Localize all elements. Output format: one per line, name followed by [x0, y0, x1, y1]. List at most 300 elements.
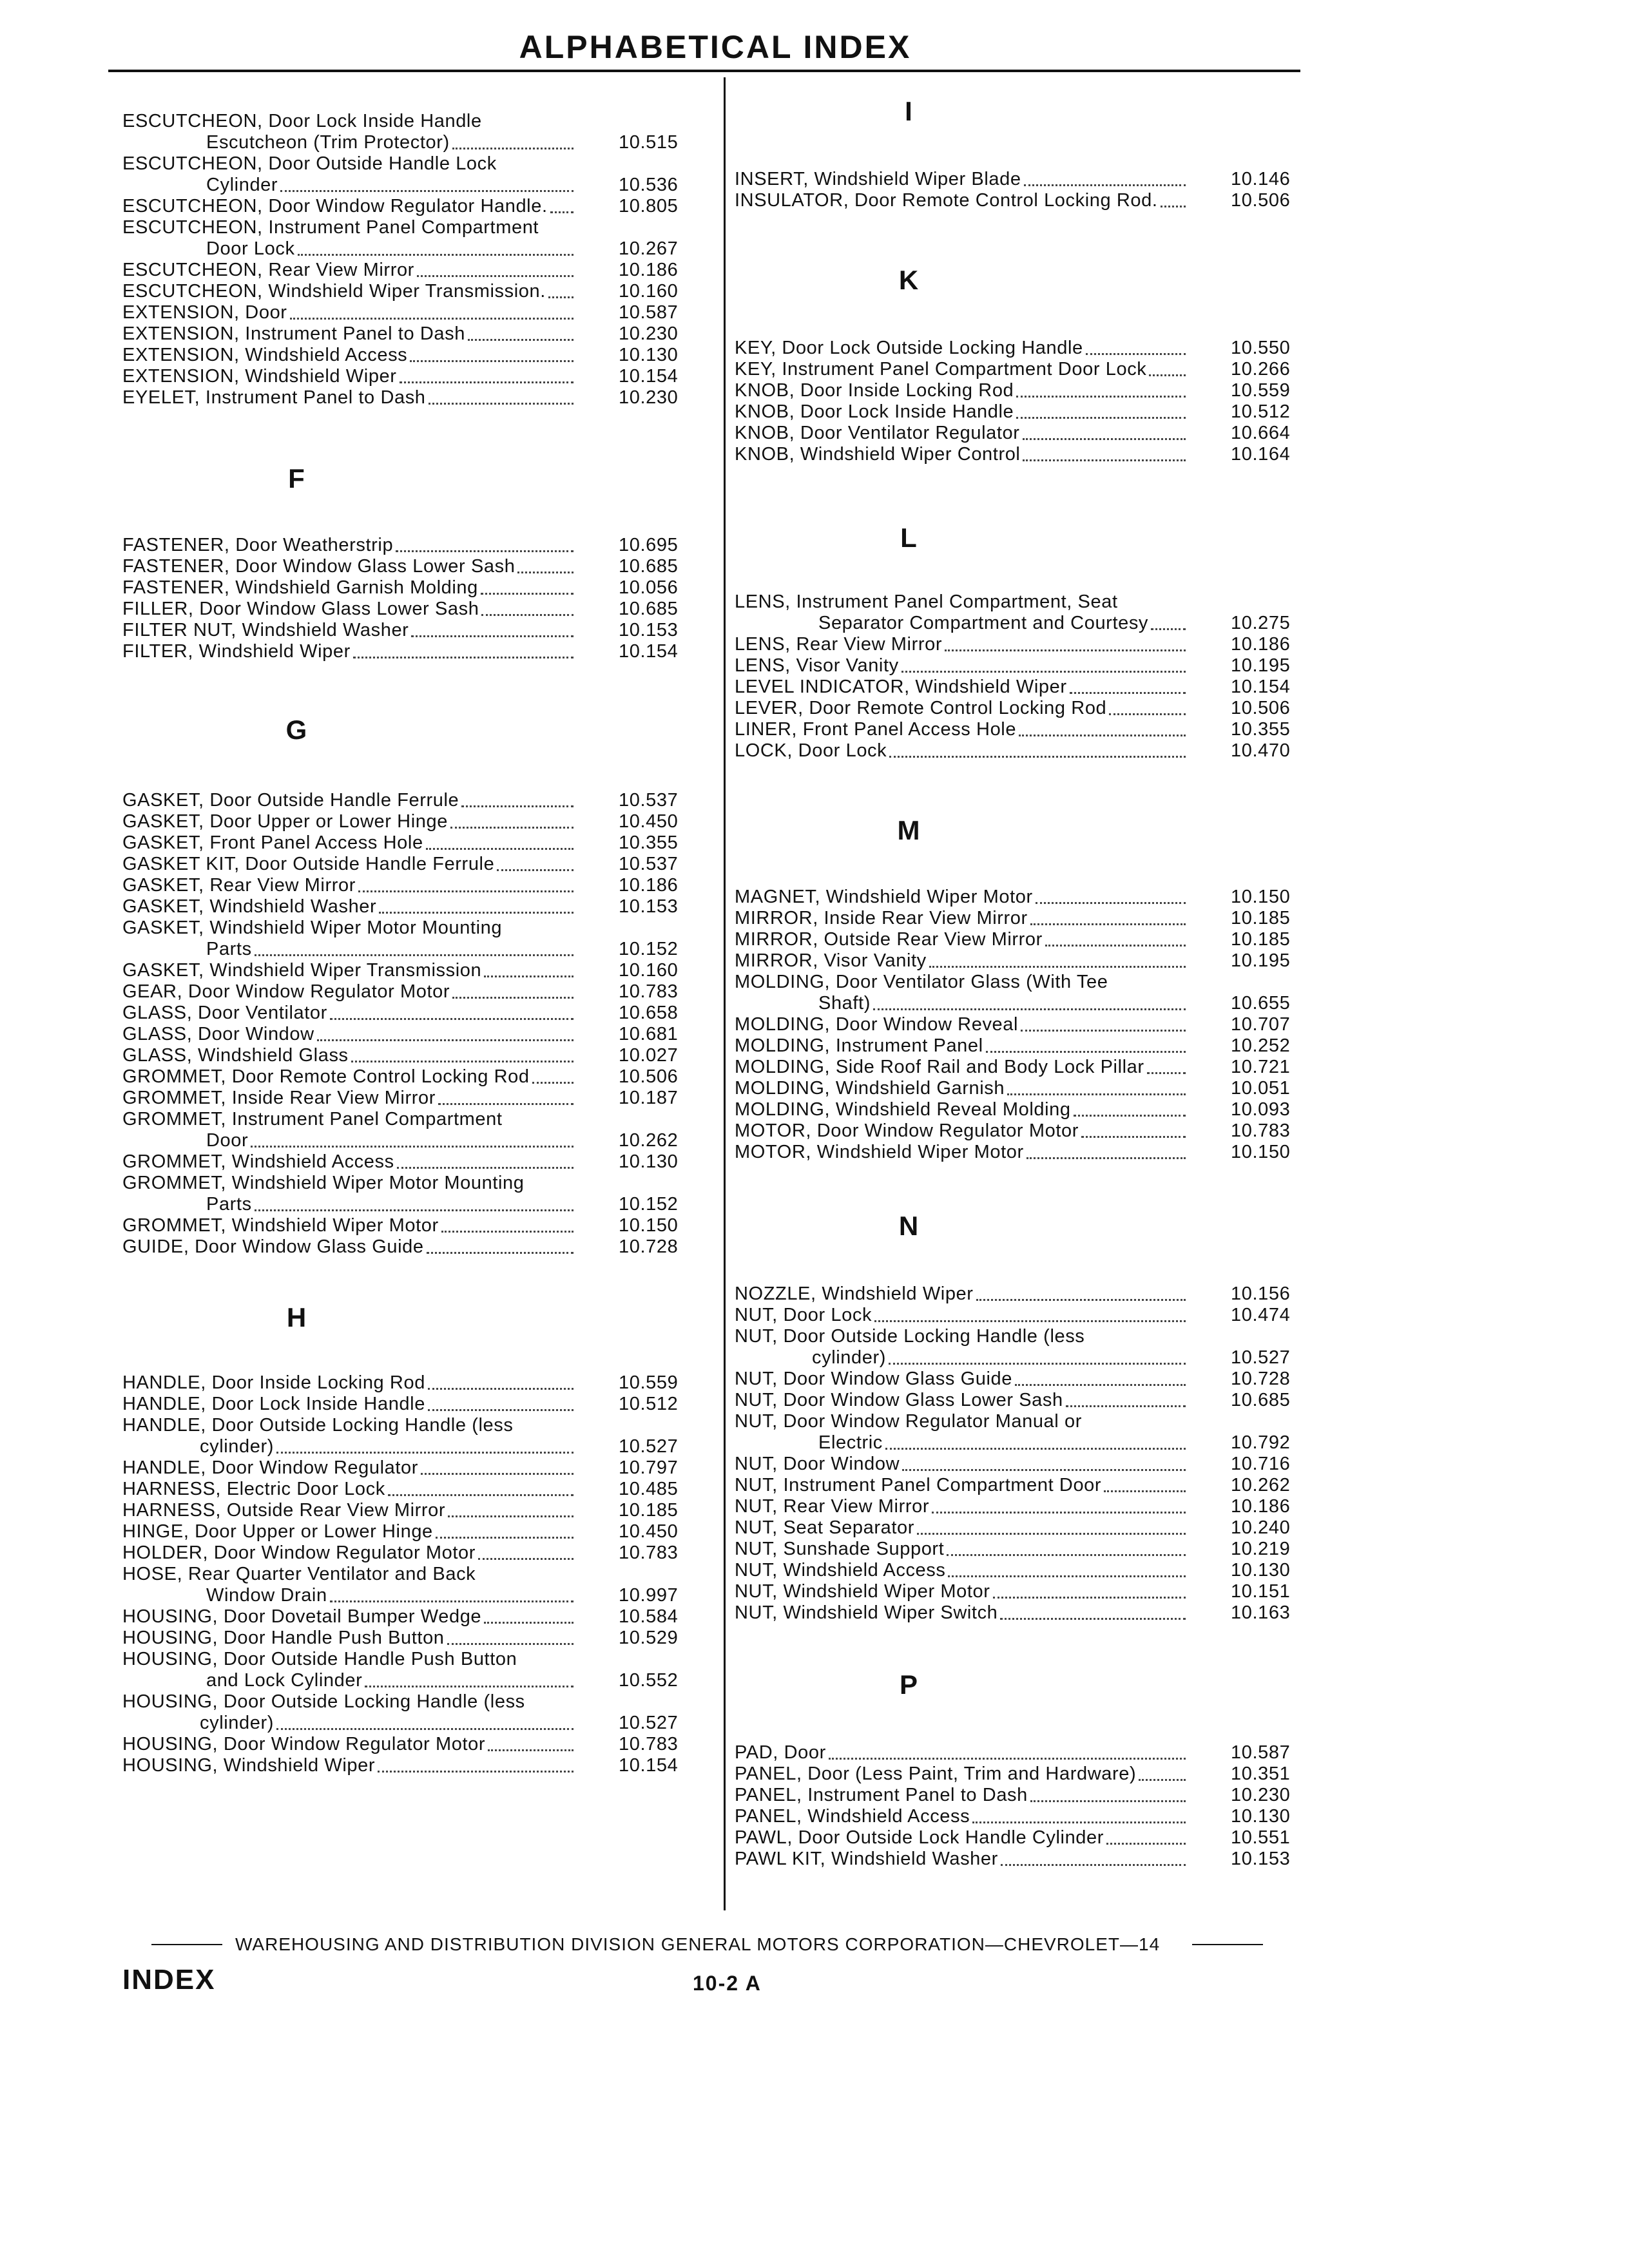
index-entry	[122, 896, 715, 918]
index-entry-text: GLASS, Door Window	[122, 1024, 314, 1044]
dot-leader	[276, 1452, 574, 1454]
index-entry-text: GASKET, Windshield Washer	[122, 896, 377, 917]
index-entry	[735, 1369, 1327, 1390]
index-entry-text: MOLDING, Windshield Garnish	[735, 1078, 1005, 1099]
index-entry	[122, 111, 715, 153]
index-entry-text: GASKET, Front Panel Access Hole	[122, 832, 423, 853]
index-entry-page: 10.185	[1231, 929, 1291, 950]
index-entry	[735, 169, 1327, 190]
title-rule	[108, 70, 1300, 72]
index-entry-text: MIRROR, Outside Rear View Mirror	[735, 929, 1043, 950]
index-entry	[735, 698, 1327, 719]
dot-leader	[1021, 1030, 1186, 1032]
index-entry	[735, 929, 1327, 950]
index-entry-text: FASTENER, Door Weatherstrip	[122, 535, 394, 555]
index-entry-page: 10.550	[1231, 338, 1291, 358]
index-entry-page: 10.797	[619, 1457, 679, 1478]
index-entry-page: 10.151	[1231, 1581, 1291, 1602]
dot-leader	[1149, 374, 1186, 376]
index-entry-text: NUT, Door Lock	[735, 1305, 872, 1325]
index-section-continued	[122, 111, 715, 408]
index-entry-text: NUT, Door Window Regulator Manual or	[735, 1411, 1082, 1432]
index-entry-page: 10.485	[619, 1479, 679, 1499]
index-entry-page: 10.721	[1231, 1057, 1291, 1077]
index-section-f	[122, 535, 715, 662]
index-entry-text: INSERT, Windshield Wiper Blade	[735, 169, 1021, 189]
dot-leader	[548, 296, 574, 298]
index-entry-text: MIRROR, Visor Vanity	[735, 950, 927, 971]
dot-leader	[1024, 184, 1186, 186]
dot-leader	[317, 1039, 574, 1041]
index-entry-page: 10.658	[619, 1003, 679, 1023]
section-letter-m: M	[897, 815, 920, 845]
dot-leader	[330, 1018, 574, 1020]
index-entry-page: 10.355	[619, 832, 679, 853]
index-entry	[122, 875, 715, 896]
index-entry	[735, 380, 1327, 401]
dot-leader	[1023, 459, 1186, 461]
footer-rule-right	[1192, 1944, 1263, 1945]
index-entry	[735, 591, 1327, 634]
index-entry-text: EXTENSION, Windshield Wiper	[122, 366, 397, 387]
index-entry	[122, 1755, 715, 1776]
dot-leader	[1030, 1800, 1186, 1802]
dot-leader	[948, 1575, 1186, 1577]
index-entry-text: NUT, Seat Separator	[735, 1517, 914, 1538]
index-entry-text: GROMMET, Inside Rear View Mirror	[122, 1088, 436, 1108]
dot-leader	[448, 1515, 574, 1517]
index-entry-text: GLASS, Windshield Glass	[122, 1045, 349, 1066]
dot-leader	[1086, 353, 1186, 355]
index-entry-page: 10.655	[1231, 993, 1291, 1014]
index-entry-page: 10.186	[619, 260, 679, 280]
index-entry-text: GASKET, Door Upper or Lower Hinge	[122, 811, 448, 832]
dot-leader	[1074, 1115, 1186, 1117]
index-entry	[735, 1785, 1327, 1806]
index-entry-page: 10.527	[619, 1436, 679, 1457]
index-entry	[735, 1475, 1327, 1496]
index-entry	[122, 1628, 715, 1649]
index-entry-text: KNOB, Door Lock Inside Handle	[735, 401, 1014, 422]
dot-leader	[396, 550, 574, 552]
index-entry	[735, 1390, 1327, 1411]
index-entry	[735, 190, 1327, 211]
index-entry-page: 10.527	[619, 1713, 679, 1733]
index-entry-page: 10.185	[619, 1500, 679, 1521]
index-entry-page: 10.262	[619, 1130, 679, 1151]
index-entry-page: 10.783	[619, 1542, 679, 1563]
index-section-k	[735, 338, 1327, 465]
index-entry-text: LEVEL INDICATOR, Windshield Wiper	[735, 677, 1067, 697]
index-entry-page: 10.587	[619, 302, 679, 323]
dot-leader	[298, 254, 574, 256]
index-entry-page: 10.537	[619, 790, 679, 811]
index-entry	[735, 908, 1327, 929]
dot-leader	[889, 1363, 1186, 1365]
index-entry-page: 10.275	[1231, 613, 1291, 633]
index-entry-page: 10.230	[619, 323, 679, 344]
dot-leader	[874, 1320, 1186, 1322]
index-entry-page: 10.154	[619, 366, 679, 387]
index-entry-page: 10.506	[619, 1066, 679, 1087]
index-entry-page: 10.160	[619, 281, 679, 302]
dot-leader	[1161, 206, 1186, 207]
dot-leader	[873, 1008, 1186, 1010]
dot-leader	[885, 1448, 1186, 1450]
column-divider	[724, 77, 726, 1910]
index-entry-page: 10.728	[619, 1236, 679, 1257]
section-letter-k: K	[898, 265, 919, 295]
section-letter-p: P	[899, 1669, 918, 1700]
dot-leader	[426, 848, 574, 850]
index-entry-text: Door Lock	[206, 238, 295, 259]
index-entry-page: 10.153	[1231, 1849, 1291, 1869]
index-entry-text: PANEL, Windshield Access	[735, 1806, 970, 1827]
dot-leader	[986, 1051, 1186, 1053]
index-entry	[122, 599, 715, 620]
dot-leader	[481, 614, 574, 616]
index-entry-text: GASKET, Windshield Wiper Motor Mounting	[122, 918, 503, 938]
index-entry-text: HOSE, Rear Quarter Ventilator and Back	[122, 1564, 476, 1584]
index-entry-text: LENS, Instrument Panel Compartment, Seat	[735, 591, 1118, 612]
index-entry	[122, 1372, 715, 1394]
dot-leader	[410, 360, 574, 362]
index-entry-page: 10.664	[1231, 423, 1291, 443]
dot-leader	[478, 1558, 574, 1560]
index-entry	[122, 1457, 715, 1479]
index-entry-text: EXTENSION, Windshield Access	[122, 345, 408, 365]
index-entry-text: HANDLE, Door Outside Locking Handle (less	[122, 1415, 514, 1436]
index-entry	[735, 359, 1327, 380]
index-entry-page: 10.160	[619, 960, 679, 981]
dot-leader	[290, 318, 574, 320]
index-entry-text: HANDLE, Door Window Regulator	[122, 1457, 419, 1478]
index-entry-text: GASKET, Rear View Mirror	[122, 875, 356, 896]
index-entry	[122, 387, 715, 408]
index-entry-page: 10.559	[619, 1372, 679, 1393]
index-entry	[735, 1806, 1327, 1827]
index-entry-page: 10.685	[619, 556, 679, 577]
index-section-i	[735, 169, 1327, 211]
index-entry-text: KNOB, Windshield Wiper Control	[735, 444, 1021, 465]
section-letter-i: I	[905, 96, 912, 126]
index-entry-page: 10.152	[619, 939, 679, 959]
index-entry-page: 10.130	[1231, 1560, 1291, 1581]
index-entry-text: HINGE, Door Upper or Lower Hinge	[122, 1521, 433, 1542]
index-entry	[735, 1602, 1327, 1624]
index-entry-page: 10.154	[1231, 677, 1291, 697]
footer-publisher-text: WAREHOUSING AND DISTRIBUTION DIVISION GENERAL MOTORS CORPORATION—CHEVROLET—14	[235, 1934, 1161, 1954]
index-entry-text: INSULATOR, Door Remote Control Locking Rod.	[735, 190, 1158, 211]
index-entry-text: Shaft)	[818, 993, 871, 1014]
dot-leader	[1000, 1618, 1186, 1620]
dot-leader	[255, 954, 574, 956]
index-entry-text: Electric	[818, 1432, 883, 1453]
dot-leader	[972, 1821, 1186, 1823]
dot-leader	[1104, 1490, 1186, 1492]
index-entry-page: 10.351	[1231, 1763, 1291, 1784]
index-entry-page: 10.152	[619, 1194, 679, 1215]
index-entry	[735, 1142, 1327, 1163]
dot-leader	[255, 1209, 574, 1211]
index-entry	[122, 1542, 715, 1564]
index-entry	[735, 1849, 1327, 1870]
index-entry	[735, 1742, 1327, 1763]
index-entry-text: ESCUTCHEON, Door Outside Handle Lock	[122, 153, 497, 174]
index-entry-text: ESCUTCHEON, Windshield Wiper Transmission.	[122, 281, 546, 302]
index-entry-text: KEY, Instrument Panel Compartment Door Lock	[735, 359, 1147, 380]
index-entry	[735, 1539, 1327, 1560]
index-entry-text: MOLDING, Door Ventilator Glass (With Tee	[735, 972, 1108, 992]
dot-leader	[417, 275, 574, 277]
index-entry-page: 10.150	[1231, 1142, 1291, 1162]
index-entry	[735, 1581, 1327, 1602]
index-entry-text: Separator Compartment and Courtesy	[818, 613, 1149, 633]
index-entry-text: MAGNET, Windshield Wiper Motor	[735, 887, 1033, 907]
index-entry	[122, 1649, 715, 1691]
index-entry	[122, 1088, 715, 1109]
index-entry	[122, 1564, 715, 1606]
index-entry-page: 10.185	[1231, 908, 1291, 928]
dot-leader	[484, 1622, 574, 1624]
dot-leader	[1030, 923, 1186, 925]
section-letter-g: G	[285, 715, 307, 745]
index-entry-page: 10.355	[1231, 719, 1291, 740]
index-section-l	[735, 591, 1327, 762]
index-entry	[122, 1045, 715, 1066]
dot-leader	[468, 339, 574, 341]
index-entry-page: 10.130	[1231, 1806, 1291, 1827]
index-entry-page: 10.527	[1231, 1347, 1291, 1368]
index-entry	[735, 1411, 1327, 1454]
index-entry-page: 10.186	[619, 875, 679, 896]
index-entry-page: 10.506	[1231, 190, 1291, 211]
index-entry-text: GROMMET, Windshield Wiper Motor	[122, 1215, 439, 1236]
index-section-p	[735, 1742, 1327, 1870]
dot-leader	[945, 649, 1186, 651]
dot-leader	[452, 997, 574, 999]
index-entry-text: LEVER, Door Remote Control Locking Rod	[735, 698, 1107, 718]
index-entry-page: 10.805	[619, 196, 679, 216]
index-entry-page: 10.187	[619, 1088, 679, 1108]
index-entry-page: 10.783	[619, 1734, 679, 1754]
index-entry-text: and Lock Cylinder	[206, 1670, 363, 1691]
index-entry-text: Cylinder	[206, 175, 278, 195]
index-entry	[735, 972, 1327, 1014]
index-entry-page: 10.154	[619, 1755, 679, 1776]
index-entry-text: NOZZLE, Windshield Wiper	[735, 1283, 974, 1304]
dot-leader	[1151, 628, 1186, 630]
index-entry	[122, 620, 715, 641]
index-entry-text: ESCUTCHEON, Door Lock Inside Handle	[122, 111, 482, 131]
index-entry-text: LINER, Front Panel Access Hole	[735, 719, 1017, 740]
index-entry-page: 10.219	[1231, 1539, 1291, 1559]
dot-leader	[427, 1252, 574, 1254]
index-entry-page: 10.150	[1231, 887, 1291, 907]
index-section-m	[735, 887, 1327, 1163]
index-entry-text: NUT, Door Window Glass Guide	[735, 1369, 1012, 1389]
index-entry-text: PANEL, Instrument Panel to Dash	[735, 1785, 1028, 1805]
index-entry-page: 10.587	[1231, 1742, 1291, 1763]
index-entry-text: EXTENSION, Instrument Panel to Dash	[122, 323, 465, 344]
dot-leader	[917, 1533, 1186, 1535]
index-entry	[122, 1109, 715, 1151]
dot-leader	[429, 403, 574, 405]
index-entry-page: 10.685	[619, 599, 679, 619]
index-entry-page: 10.156	[1231, 1283, 1291, 1304]
index-entry	[122, 577, 715, 599]
index-entry-page: 10.997	[619, 1585, 679, 1606]
index-entry	[735, 1099, 1327, 1120]
index-entry-page: 10.559	[1231, 380, 1291, 401]
dot-leader	[436, 1537, 574, 1539]
dot-leader	[411, 635, 574, 637]
index-entry-page: 10.716	[1231, 1454, 1291, 1474]
index-entry-text: HOUSING, Door Handle Push Button	[122, 1628, 445, 1648]
index-entry-page: 10.506	[1231, 698, 1291, 718]
dot-leader	[1001, 1864, 1186, 1866]
dot-leader	[353, 657, 574, 658]
index-entry-text: GROMMET, Windshield Wiper Motor Mounting	[122, 1173, 525, 1193]
dot-leader	[280, 190, 574, 192]
index-entry-page: 10.551	[1231, 1827, 1291, 1848]
dot-leader	[481, 593, 574, 595]
index-entry	[122, 1691, 715, 1734]
index-entry-text: HOUSING, Door Outside Handle Push Button	[122, 1649, 517, 1669]
index-entry-page: 10.512	[1231, 401, 1291, 422]
index-entry	[122, 535, 715, 556]
section-letter-h: H	[286, 1302, 307, 1332]
index-entry	[122, 960, 715, 981]
index-entry-page: 10.529	[619, 1628, 679, 1648]
index-entry-page: 10.130	[619, 345, 679, 365]
index-entry-text: cylinder)	[200, 1436, 274, 1457]
dot-leader	[447, 1643, 574, 1645]
index-entry-page: 10.685	[1231, 1390, 1291, 1410]
index-entry	[735, 634, 1327, 655]
index-entry	[122, 302, 715, 323]
index-entry-text: ESCUTCHEON, Door Window Regulator Handle.	[122, 196, 548, 216]
index-entry	[735, 338, 1327, 359]
index-entry-text: HARNESS, Outside Rear View Mirror	[122, 1500, 446, 1521]
index-entry-text: GASKET, Windshield Wiper Transmission	[122, 960, 482, 981]
index-entry-page: 10.707	[1231, 1014, 1291, 1035]
index-entry-text: ESCUTCHEON, Instrument Panel Compartment	[122, 217, 539, 238]
index-entry	[122, 1734, 715, 1755]
index-entry-text: NUT, Sunshade Support	[735, 1539, 945, 1559]
index-entry-text: GUIDE, Door Window Glass Guide	[122, 1236, 424, 1257]
index-entry	[735, 887, 1327, 908]
index-entry-page: 10.537	[619, 854, 679, 874]
index-entry-text: NUT, Rear View Mirror	[735, 1496, 930, 1517]
index-entry-page: 10.695	[619, 535, 679, 555]
dot-leader	[532, 1082, 574, 1084]
index-entry	[122, 981, 715, 1003]
index-entry	[122, 1521, 715, 1542]
index-entry-text: GASKET, Door Outside Handle Ferrule	[122, 790, 459, 811]
page-title: ALPHABETICAL INDEX	[519, 29, 912, 65]
dot-leader	[1070, 692, 1186, 694]
index-entry	[122, 196, 715, 217]
index-entry	[735, 1496, 1327, 1517]
index-entry-page: 10.195	[1231, 655, 1291, 676]
dot-leader	[484, 975, 574, 977]
index-entry	[735, 423, 1327, 444]
index-entry	[735, 1560, 1327, 1581]
index-entry	[122, 556, 715, 577]
index-entry-text: MOLDING, Windshield Reveal Molding	[735, 1099, 1071, 1120]
dot-leader	[929, 966, 1186, 968]
index-entry-page: 10.783	[619, 981, 679, 1002]
index-entry	[735, 1014, 1327, 1035]
index-entry	[735, 1763, 1327, 1785]
index-entry-text: Parts	[206, 939, 252, 959]
index-entry-text: MOTOR, Door Window Regulator Motor	[735, 1120, 1079, 1141]
index-entry-text: cylinder)	[200, 1713, 274, 1733]
dot-leader	[1106, 1843, 1186, 1845]
index-entry-text: PAWL KIT, Windshield Washer	[735, 1849, 998, 1869]
index-entry-page: 10.681	[619, 1024, 679, 1044]
dot-leader	[932, 1512, 1186, 1514]
footer-page-number: 10-2 A	[693, 1972, 762, 1995]
index-entry-text: NUT, Door Outside Locking Handle (less	[735, 1326, 1085, 1347]
index-entry	[122, 345, 715, 366]
index-entry	[122, 1394, 715, 1415]
dot-leader	[1081, 1136, 1186, 1138]
index-entry	[735, 655, 1327, 677]
index-entry-text: FILTER, Windshield Wiper	[122, 641, 351, 662]
index-entry-text: Window Drain	[206, 1585, 327, 1606]
index-entry-text: MOLDING, Instrument Panel	[735, 1035, 983, 1056]
index-entry-page: 10.266	[1231, 359, 1291, 380]
index-entry	[735, 950, 1327, 972]
dot-leader	[497, 869, 574, 871]
dot-leader	[947, 1554, 1186, 1556]
dot-leader	[1007, 1093, 1186, 1095]
index-entry-page: 10.163	[1231, 1602, 1291, 1623]
index-entry	[122, 1173, 715, 1215]
index-entry-text: LOCK, Door Lock	[735, 740, 887, 761]
index-entry-text: GLASS, Door Ventilator	[122, 1003, 327, 1023]
index-section-g	[122, 790, 715, 1258]
dot-leader	[421, 1473, 574, 1475]
dot-leader	[1139, 1779, 1186, 1781]
dot-leader	[829, 1758, 1186, 1760]
index-entry-text: HOUSING, Door Window Regulator Motor	[122, 1734, 486, 1754]
index-entry-page: 10.536	[619, 175, 679, 195]
index-entry-page: 10.230	[619, 387, 679, 408]
index-entry	[735, 1120, 1327, 1142]
index-entry-text: FASTENER, Door Window Glass Lower Sash	[122, 556, 516, 577]
index-entry	[122, 1151, 715, 1173]
index-entry-text: GROMMET, Door Remote Control Locking Rod	[122, 1066, 530, 1087]
index-entry-text: HOUSING, Door Outside Locking Handle (less	[122, 1691, 525, 1712]
index-entry	[735, 444, 1327, 465]
index-entry	[122, 1003, 715, 1024]
index-entry	[122, 1479, 715, 1500]
index-entry-page: 10.474	[1231, 1305, 1291, 1325]
index-entry-page: 10.512	[619, 1394, 679, 1414]
index-entry-page: 10.153	[619, 896, 679, 917]
index-entry-page: 10.093	[1231, 1099, 1291, 1120]
footer-index-label: INDEX	[122, 1964, 216, 1995]
index-entry-page: 10.792	[1231, 1432, 1291, 1453]
index-entry-text: NUT, Windshield Wiper Switch	[735, 1602, 998, 1623]
index-entry-page: 10.584	[619, 1606, 679, 1627]
dot-leader	[351, 1061, 574, 1062]
index-entry-text: cylinder)	[812, 1347, 886, 1368]
index-entry-text: GEAR, Door Window Regulator Motor	[122, 981, 450, 1002]
